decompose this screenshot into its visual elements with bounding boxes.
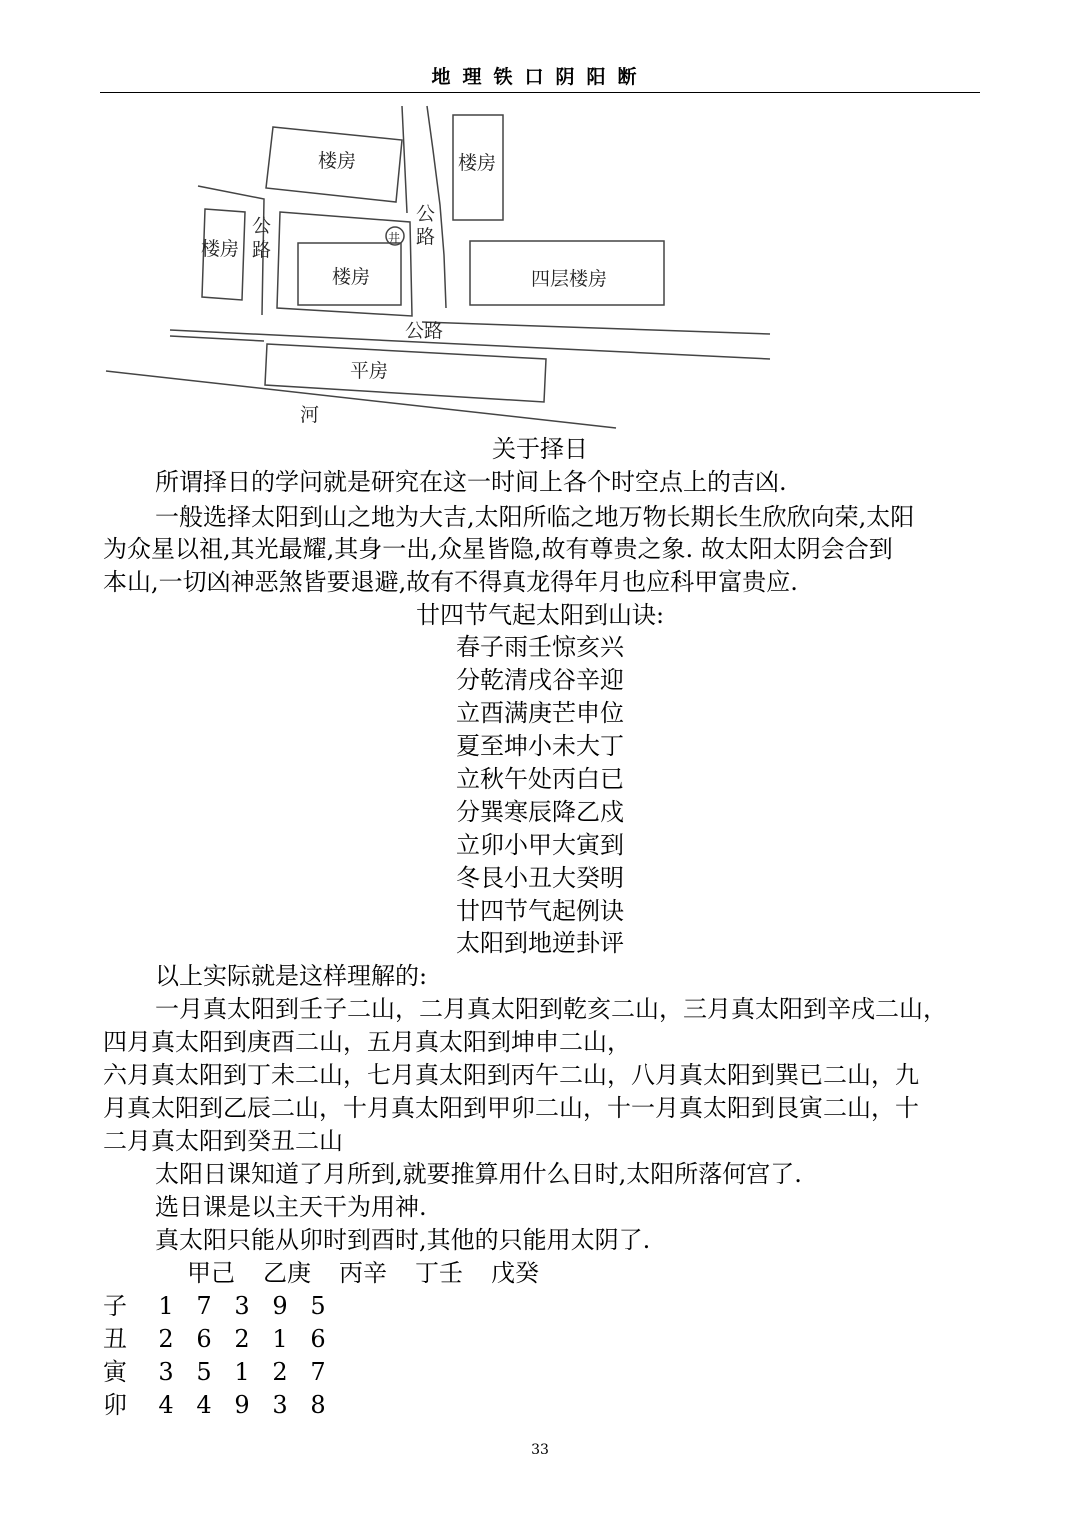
paragraph-4-line-3: 六月真太阳到丁未二山，七月真太阳到丙午二山，八月真太阳到巽已二山，九 <box>103 1061 919 1089</box>
paragraph-1: 所谓择日的学问就是研究在这一时间上各个时空点上的吉凶. <box>155 468 787 496</box>
label-b5: 四层楼房 <box>531 268 608 290</box>
verse-line: 太阳到地逆卦评 <box>456 929 624 957</box>
table-cell: 3 <box>272 1391 288 1419</box>
verse-line: 分乾清戌谷辛迎 <box>456 666 624 694</box>
row-label: 卯 <box>103 1391 127 1419</box>
label-b4: 楼房 <box>332 266 371 288</box>
label-road-mid-1: 公 <box>416 203 436 225</box>
verse-line: 夏至坤小未大丁 <box>456 732 624 760</box>
label-flat: 平房 <box>350 360 389 382</box>
table-header: 甲己 <box>187 1259 235 1287</box>
section-title: 关于择日 <box>492 435 588 463</box>
paragraph-4-line-4: 月真太阳到乙辰二山，十月真太阳到甲卯二山，十一月真太阳到艮寅二山，十 <box>103 1094 919 1122</box>
label-road-left-1: 公 <box>252 215 272 237</box>
table-cell: 3 <box>158 1358 174 1386</box>
table-row <box>103 1389 553 1422</box>
verse-line: 冬艮小丑大癸明 <box>456 864 624 892</box>
table-cell: 4 <box>158 1391 174 1419</box>
page-number: 33 <box>531 1442 549 1458</box>
table-header: 乙庚 <box>263 1259 311 1287</box>
table-cell: 5 <box>310 1292 326 1320</box>
paragraph-2-line-3: 本山,一切凶神恶煞皆要退避,故有不得真龙得年月也应科甲富贵应. <box>103 568 798 596</box>
site-map-diagram <box>0 100 1080 440</box>
table-row <box>103 1290 553 1323</box>
paragraph-5: 太阳日课知道了月所到,就要推算用什么日时,太阳所落何宫了. <box>155 1160 802 1188</box>
table-cell: 5 <box>196 1358 212 1386</box>
table-cell: 3 <box>234 1292 250 1320</box>
verse-line: 春子雨壬惊亥兴 <box>456 633 624 661</box>
verse-line: 廿四节气起例诀 <box>456 897 624 925</box>
stem-branch-table <box>103 1257 553 1422</box>
road-horizontal-2 <box>422 322 770 334</box>
paragraph-2-line-1: 一般选择太阳到山之地为大吉,太阳所临之地万物长期长生欣欣向荣,太阳 <box>155 503 915 531</box>
label-b1: 楼房 <box>318 150 357 172</box>
table-cell: 2 <box>158 1325 174 1353</box>
label-road-bottom: 公路 <box>405 320 444 342</box>
paragraph-4-line-1: 一月真太阳到壬子二山，二月真太阳到乾亥二山，三月真太阳到辛戌二山， <box>155 995 947 1023</box>
table-header-row <box>103 1257 553 1290</box>
label-road-mid-2: 路 <box>416 226 436 248</box>
table-row <box>103 1356 553 1389</box>
paragraph-2-line-2: 为众星以祖,其光最耀,其身一出,众星皆隐,故有尊贵之象. 故太阳太阴会合到 <box>103 535 893 563</box>
paragraph-7: 真太阳只能从卯时到酉时,其他的只能用太阴了. <box>155 1226 651 1254</box>
verse-line: 分巽寒辰降乙戍 <box>456 798 624 826</box>
verse-line: 立卯小甲大寅到 <box>456 831 624 859</box>
label-river: 河 <box>300 404 320 426</box>
verse-title: 廿四节气起太阳到山诀: <box>415 601 665 629</box>
table-cell: 7 <box>310 1358 326 1386</box>
table-cell: 7 <box>196 1292 212 1320</box>
label-road-left-2: 路 <box>252 239 272 261</box>
table-cell: 1 <box>158 1292 174 1320</box>
table-cell: 9 <box>234 1391 250 1419</box>
row-label: 子 <box>103 1292 127 1320</box>
paragraph-6: 选日课是以主天干为用神. <box>155 1193 427 1221</box>
label-b3: 楼房 <box>201 238 240 260</box>
row-label: 寅 <box>103 1358 127 1386</box>
header-rule <box>100 92 980 93</box>
table-cell: 9 <box>272 1292 288 1320</box>
road-horizontal-3 <box>170 336 264 341</box>
table-cell: 6 <box>196 1325 212 1353</box>
table-cell: 2 <box>234 1325 250 1353</box>
row-label: 丑 <box>103 1325 127 1353</box>
table-cell: 2 <box>272 1358 288 1386</box>
paragraph-4-line-5: 二月真太阳到癸丑二山 <box>103 1127 343 1155</box>
table-header: 丁壬 <box>415 1259 463 1287</box>
verse-line: 立酉满庚芒申位 <box>456 699 624 727</box>
table-cell: 1 <box>272 1325 288 1353</box>
paragraph-3: 以上实际就是这样理解的: <box>155 962 428 990</box>
table-header: 丙辛 <box>339 1259 387 1287</box>
paragraph-4-line-2: 四月真太阳到庚酉二山，五月真太阳到坤申二山， <box>103 1028 631 1056</box>
verse-line: 立秋午处丙白已 <box>456 765 624 793</box>
label-b2: 楼房 <box>458 152 497 174</box>
table-cell: 6 <box>310 1325 326 1353</box>
table-cell: 8 <box>310 1391 326 1419</box>
table-cell: 4 <box>196 1391 212 1419</box>
table-cell: 1 <box>234 1358 250 1386</box>
road-vertical-left <box>402 106 407 213</box>
label-well: 井 <box>388 231 401 245</box>
table-row <box>103 1323 553 1356</box>
running-header: 地理铁口阴阳断 <box>431 66 649 88</box>
table-header: 戊癸 <box>491 1259 539 1287</box>
